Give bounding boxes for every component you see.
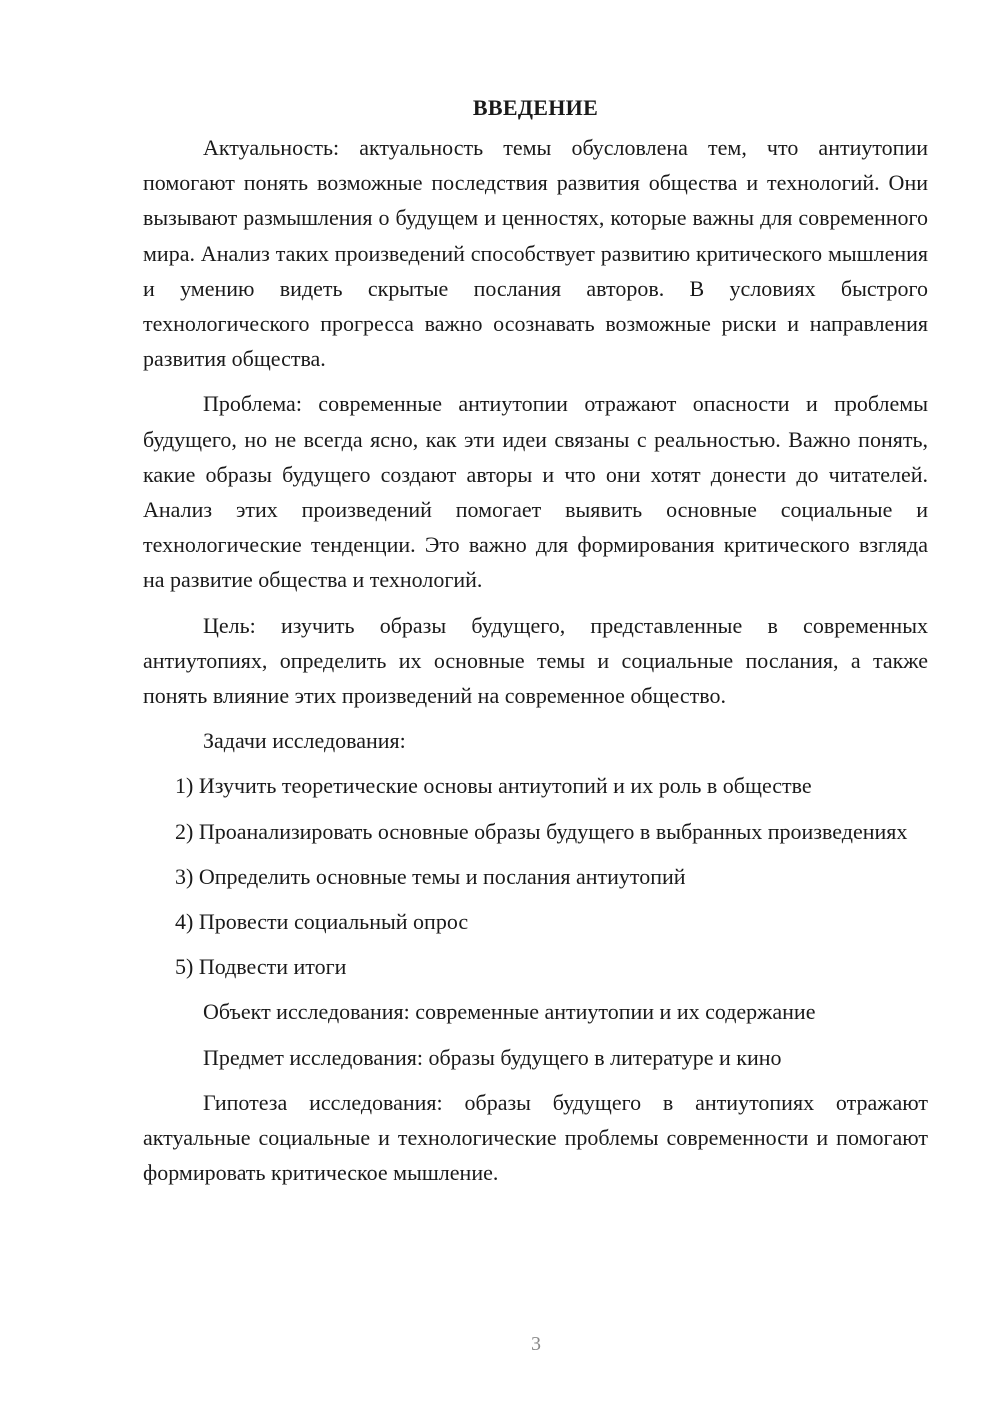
page-number: 3 <box>531 1333 541 1355</box>
document-page <box>143 90 928 1200</box>
task-item: 4) Провести социальный опрос <box>175 909 469 935</box>
goal-paragraph: Цель: изучить образы будущего, представленные в современных антиутопиях, определить их основные темы и социальные послания, а также понять влияние этих произведений на современное общество. <box>143 612 928 709</box>
relevance-paragraph: Актуальность: актуальность темы обусловлена тем, что антиутопии помогают понять возможные последствия развития общества и технологий. Они вызывают размышления о будущем и ценностях, которые важны для современного мира. Анализ таких произведений способствует развитию критического мышления и умению видеть скрытые послания авторов. В условиях быстрого технологического прогресса важно осознавать возможные риски и направления развития общества. <box>143 135 928 372</box>
task-item: 5) Подвести итоги <box>175 954 347 980</box>
task-item: 3) Определить основные темы и послания антиутопий <box>175 863 686 889</box>
task-item: 1) Изучить теоретические основы антиутопий и их роль в обществе <box>175 773 812 799</box>
page-title: ВВЕДЕНИЕ <box>472 95 599 120</box>
hypothesis-paragraph: Гипотеза исследования: образы будущего в антиутопиях отражают актуальные социальные и технологические проблемы современности и помогают формировать критическое мышление. <box>143 1089 928 1186</box>
object-paragraph: Объект исследования: современные антиутопии и их содержание <box>203 999 816 1025</box>
task-item: 2) Проанализировать основные образы будущего в выбранных произведениях <box>175 818 908 844</box>
problem-paragraph: Проблема: современные антиутопии отражают опасности и проблемы будущего, но не всегда ясно, как эти идеи связаны с реальностью. Важно понять, какие образы будущего создают авторы и что они хотят донести до читателей. Анализ этих произведений помогает выявить основные социальные и технологические тенденции. Это важно для формирования критического взгляда на развитие общества и технологий. <box>143 391 928 593</box>
subject-paragraph: Предмет исследования: образы будущего в литературе и кино <box>203 1044 782 1070</box>
tasks-heading: Задачи исследования: <box>203 728 406 754</box>
